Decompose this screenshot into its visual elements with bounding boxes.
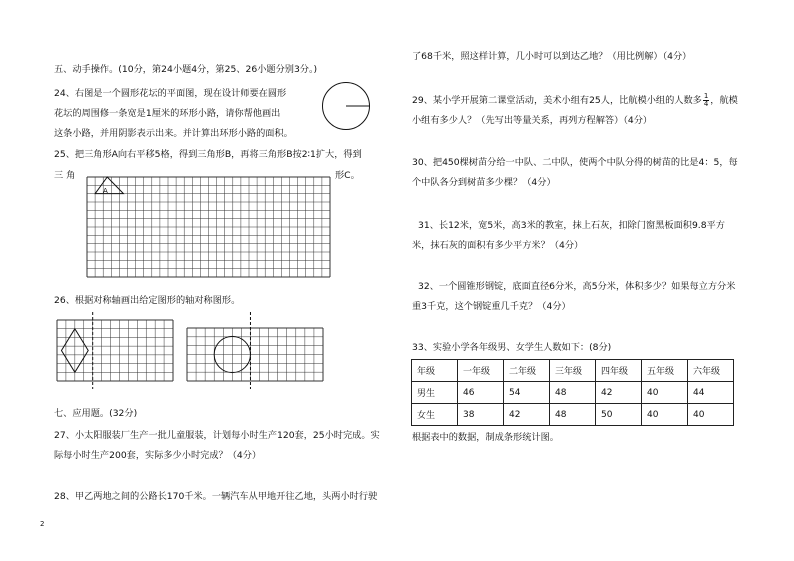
q24-line-3: 这条小路，并用阴影表示出来。并计算出环形小路的面积。 (54, 128, 293, 139)
table-row (412, 404, 734, 426)
fraction-numerator: 1 (703, 92, 709, 100)
triangle-a-label: A (103, 187, 108, 195)
fraction-denominator: 4 (703, 100, 709, 108)
one-quarter-fraction (703, 93, 709, 108)
q26-text: 26、根据对称轴画出给定图形的轴对称图形。 (54, 295, 241, 306)
q29-line-1 (412, 93, 738, 108)
symmetry-grid-circle[interactable] (187, 328, 323, 381)
symmetry-grid-diamond[interactable] (57, 320, 173, 381)
flower-bed-circle-figure (321, 81, 371, 131)
q27-line-1: 27、小太阳服装厂生产一批儿童服装，计划每小时生产120套，25小时完成。实 (54, 430, 380, 441)
q32-line-2: 重3千克，这个钢锭重几千克？（4分） (412, 301, 571, 312)
table-header-cell: 一年级 (458, 360, 504, 382)
q30-line-1: 30、把450棵树苗分给一中队、二中队，使两个中队分得的树苗的比是4：5，每 (412, 157, 738, 168)
table-cell: 40 (642, 404, 688, 426)
section-5-heading: 五、动手操作。(10分，第24小题4分，第25、26小题分别3分。) (54, 64, 318, 75)
table-header-cell: 三年级 (550, 360, 596, 382)
table-cell: 42 (504, 404, 550, 426)
table-header-cell: 二年级 (504, 360, 550, 382)
q25-line-2-left: 三 角 (54, 170, 76, 181)
q29-line-1-a: 29、某小学开展第二课堂活动，美术小组有25人，比航模小组的人数多 (412, 95, 702, 106)
q33-heading: 33、实验小学各年级男、女学生人数如下：(8分) (412, 342, 612, 353)
q28-line-1: 28、甲乙两地之间的公路长170千米。一辆汽车从甲地开往乙地，头两小时行驶 (54, 491, 378, 502)
q29-line-1-b: ，航模 (710, 95, 738, 106)
table-cell: 女生 (412, 404, 458, 426)
q24-line-1: 24、右图是一个圆形花坛的平面图，现在设计师要在圆形 (54, 88, 287, 99)
q25-line-1: 25、把三角形A向右平移5格，得到三角形B，再将三角形B按2∶1扩大，得到 (54, 149, 362, 160)
table-header-cell: 六年级 (688, 360, 734, 382)
table-cell: 44 (688, 382, 734, 404)
page-number: 2 (40, 520, 45, 528)
table-cell: 男生 (412, 382, 458, 404)
table-cell: 48 (550, 404, 596, 426)
table-header-cell: 年级 (412, 360, 458, 382)
q32-line-1: 32、一个圆锥形钢锭，底面直径6分米，高5分米，体积多少？如果每立方分米 (418, 281, 736, 292)
table-header-cell: 五年级 (642, 360, 688, 382)
table-cell: 40 (688, 404, 734, 426)
q25-line-2-right: 形C。 (335, 170, 360, 181)
q30-line-2: 个中队各分到树苗多少棵？（4分） (412, 177, 556, 188)
table-row (412, 382, 734, 404)
q33-footer: 根据表中的数据，制成条形统计图。 (412, 432, 559, 443)
table-cell: 54 (504, 382, 550, 404)
q28-continued: 了68千米，照这样计算，几小时可以到达乙地？（用比例解）（4分） (412, 51, 692, 62)
table-cell: 38 (458, 404, 504, 426)
table-cell: 42 (596, 382, 642, 404)
table-cell: 46 (458, 382, 504, 404)
translation-grid[interactable] (87, 177, 330, 277)
q29-line-2: 小组有多少人？（先写出等量关系，再列方程解答）（4分） (412, 115, 653, 126)
section-7-heading: 七、应用题。(32分) (54, 408, 138, 419)
table-cell: 48 (550, 382, 596, 404)
table-header-cell: 四年级 (596, 360, 642, 382)
table-cell: 40 (642, 382, 688, 404)
q24-line-2: 花坛的周围修一条宽是1厘米的环形小路，请你帮他画出 (54, 108, 281, 119)
table-cell: 50 (596, 404, 642, 426)
q27-line-2: 际每小时生产200套，实际多少小时完成？（4分） (54, 450, 262, 461)
q31-line-1: 31、长12米，宽5米，高3米的教室，抹上石灰，扣除门窗黑板面积9.8平方 (418, 220, 725, 231)
table-header-row (412, 360, 734, 382)
q31-line-2: 米，抹石灰的面积有多少平方米？（4分） (412, 240, 584, 251)
grade-student-table (411, 359, 734, 426)
